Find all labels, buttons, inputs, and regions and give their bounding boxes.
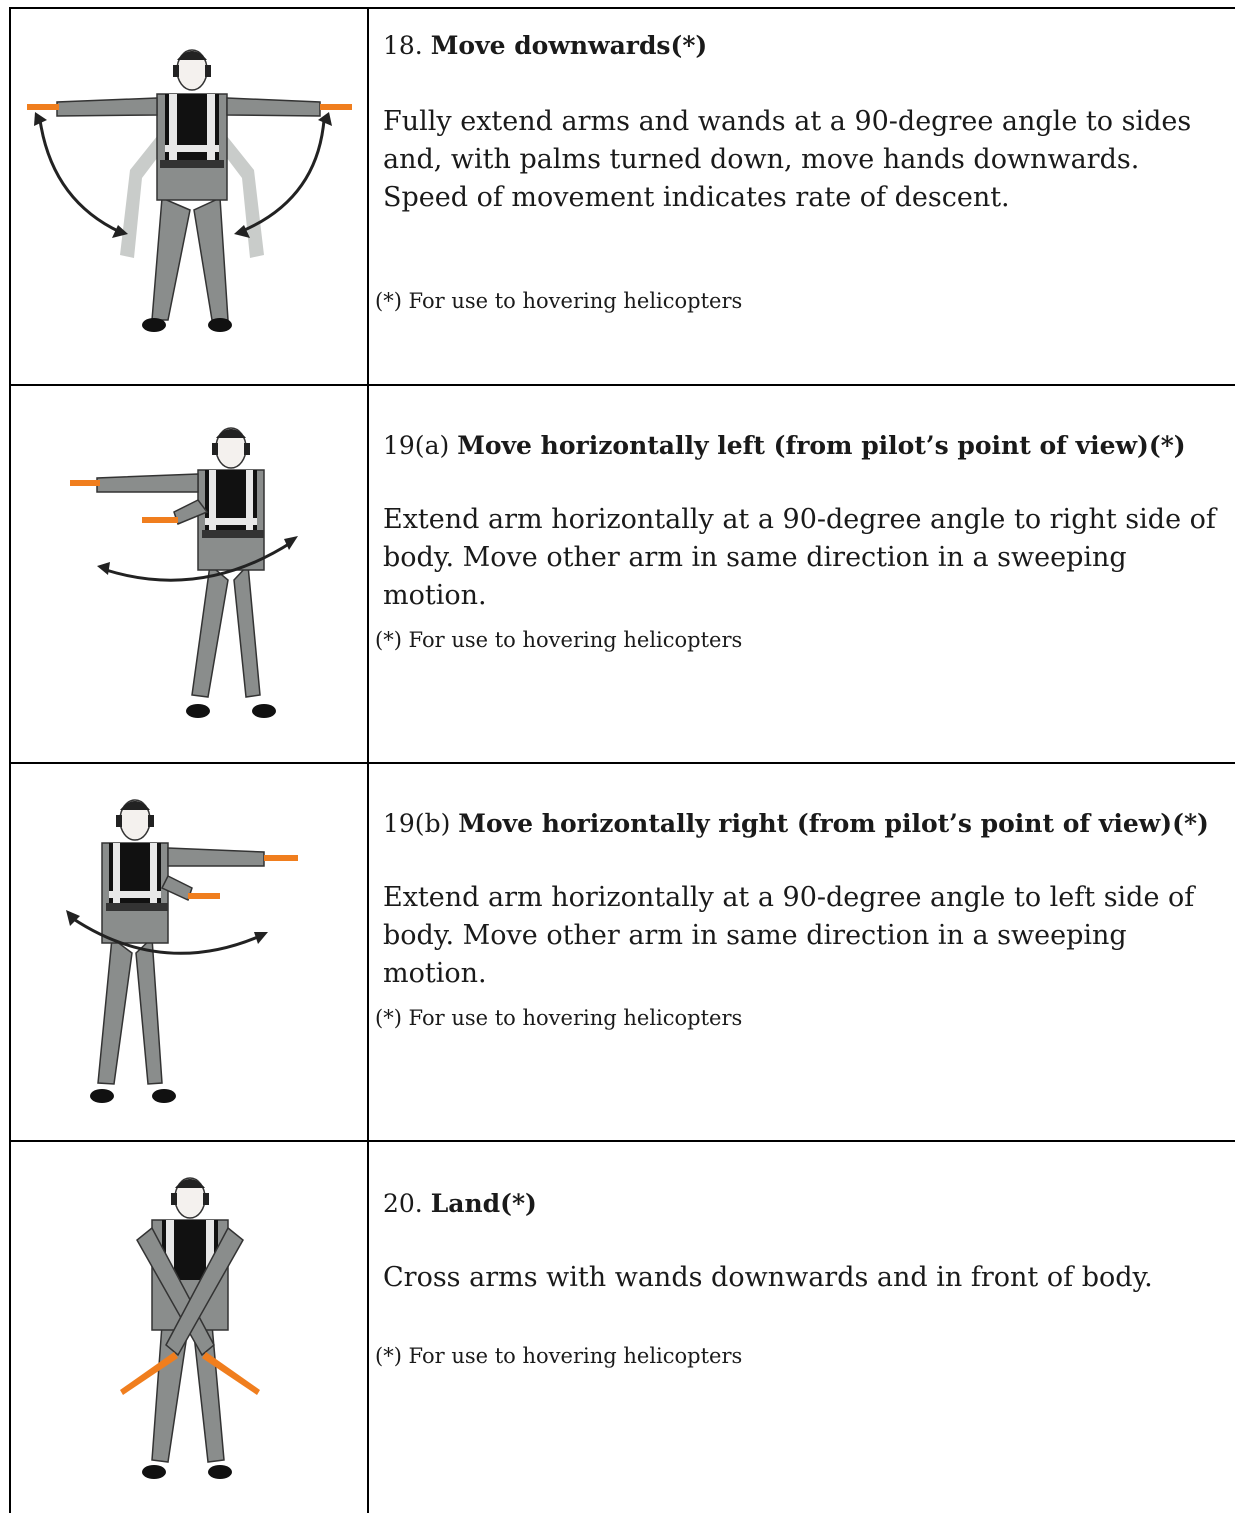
signal-note: (*) For use to hovering helicopters (375, 628, 743, 652)
table-column-divider (367, 7, 369, 1513)
marshaller-arm-left-sweep-icon (2, 400, 367, 740)
row-20-text (375, 1188, 1225, 1368)
signal-description: Fully extend arms and wands at a 90-degree angle to sides and, with palms turned down, move hands downwards. Speed of movement indicates rate of descent. (383, 105, 1192, 214)
signal-note: (*) For use to hovering helicopters (375, 1344, 743, 1368)
marshaller-arms-crossed-icon (2, 1160, 367, 1510)
figure-land (2, 1160, 367, 1510)
row-divider-2 (9, 762, 1235, 764)
signal-title: 19(a) Move horizontally left (from pilot’s point of view)(*) (383, 431, 1186, 460)
row-19b-text (375, 808, 1225, 1030)
figure-move-downwards (2, 20, 367, 360)
figure-move-left (2, 400, 367, 740)
marshaller-arm-right-sweep-icon (2, 778, 367, 1118)
row-divider-1 (9, 384, 1235, 386)
row-divider-3 (9, 1140, 1235, 1142)
figure-move-right (2, 778, 367, 1118)
signal-note: (*) For use to hovering helicopters (375, 289, 743, 313)
signal-description: Extend arm horizontally at a 90-degree angle to left side of body. Move other arm in same direction in a sweeping motion. (383, 881, 1195, 990)
marshaller-arms-extended-down-sweep-icon (2, 20, 367, 360)
row-18-text (375, 30, 1225, 313)
signal-note: (*) For use to hovering helicopters (375, 1006, 743, 1030)
signal-description: Cross arms with wands downwards and in front of body. (383, 1261, 1153, 1293)
signal-title: 19(b) Move horizontally right (from pilot’s point of view)(*) (383, 809, 1209, 838)
signal-title: 20. Land(*) (383, 1189, 537, 1218)
row-19a-text (375, 430, 1225, 652)
signal-title: 18. Move downwards(*) (383, 31, 708, 60)
table-top-border (9, 7, 1235, 9)
signal-description: Extend arm horizontally at a 90-degree angle to right side of body. Move other arm in same direction in a sweeping motion. (383, 503, 1216, 612)
